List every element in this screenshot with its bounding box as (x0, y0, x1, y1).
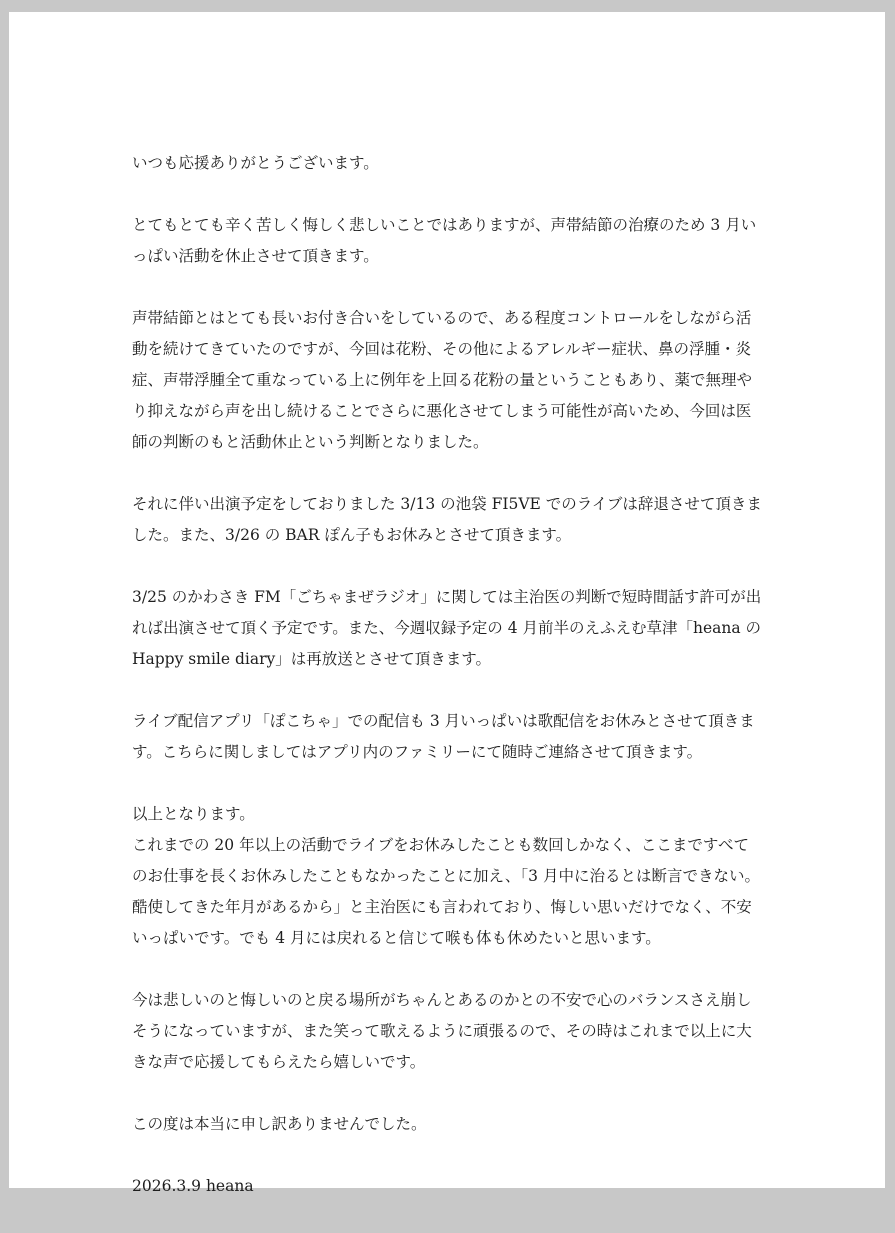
paragraph-greeting: いつも応援ありがとうございます。 (132, 154, 379, 172)
paragraph-medical-reason: 声帯結節とはとても長いお付き合いをしているので、ある程度コントロールをしながら活 動を続けてきていたのですが、今回は花粉、その他によるアレルギー症状、鼻の浮腫・炎 症、声帯浮腫全て重なっている上に例年を上回る花粉の量ということもあり、薬で無理や り抑えながら声を出し続けることでさらに悪化させてしまう可能性が高いため、今回は医 師の判断のもと活動休止という判断となりました。 (132, 309, 753, 451)
paragraph-radio-schedule: 3/25 のかわさき FM「ごちゃまぜラジオ」に関しては主治医の判断で短時間話す許可が出 れば出演させて頂く予定です。また、今週収録予定の 4 月前半のえふえむ草津「heana の Happy smile diary」は再放送とさせて頂きます。 (132, 588, 762, 668)
letter-body (132, 148, 772, 1233)
paragraph-live-cancellation: それに伴い出演予定をしておりました 3/13 の池袋 FI5VE でのライブは辞退させて頂きま した。また、3/26 の BAR ぽん子もお休みとさせて頂きます。 (132, 495, 762, 544)
signature-date: 2026.3.9 heana (132, 1177, 254, 1195)
paragraph-hiatus-announcement: とてもとても辛く苦しく悔しく悲しいことではありますが、声帯結節の治療のため 3 月い っぱい活動を休止させて頂きます。 (132, 216, 757, 265)
paragraph-streaming-app: ライブ配信アプリ「ぽこちゃ」での配信も 3 月いっぱいは歌配信をお休みとさせて頂きま す。こちらに関しましてはアプリ内のファミリーにて随時ご連絡させて頂きます。 (132, 712, 755, 761)
paragraph-feelings: これまでの 20 年以上の活動でライブをお休みしたことも数回しかなく、ここまですべて のお仕事を長くお休みしたこともなかったことに加え、「3 月中に治るとは断言できない。 酷使してきた年月があるから」と主治医にも言われており、悔しい思いだけでなく、不安 いっぱいです。でも 4 月には戻れると信じて喉も体も休めたいと思います。 (132, 836, 760, 947)
paragraph-hopes: 今は悲しいのと悔しいのと戻る場所がちゃんとあるのかとの不安で心のバランスさえ崩し そうになっていますが、また笑って歌えるように頑張るので、その時はこれまで以上に大 きな声で応援してもらえたら嬉しいです。 (132, 991, 752, 1071)
paragraph-closing-intro: 以上となります。 (132, 805, 255, 823)
paragraph-apology: この度は本当に申し訳ありませんでした。 (132, 1115, 427, 1133)
letter-page (9, 12, 885, 1195)
